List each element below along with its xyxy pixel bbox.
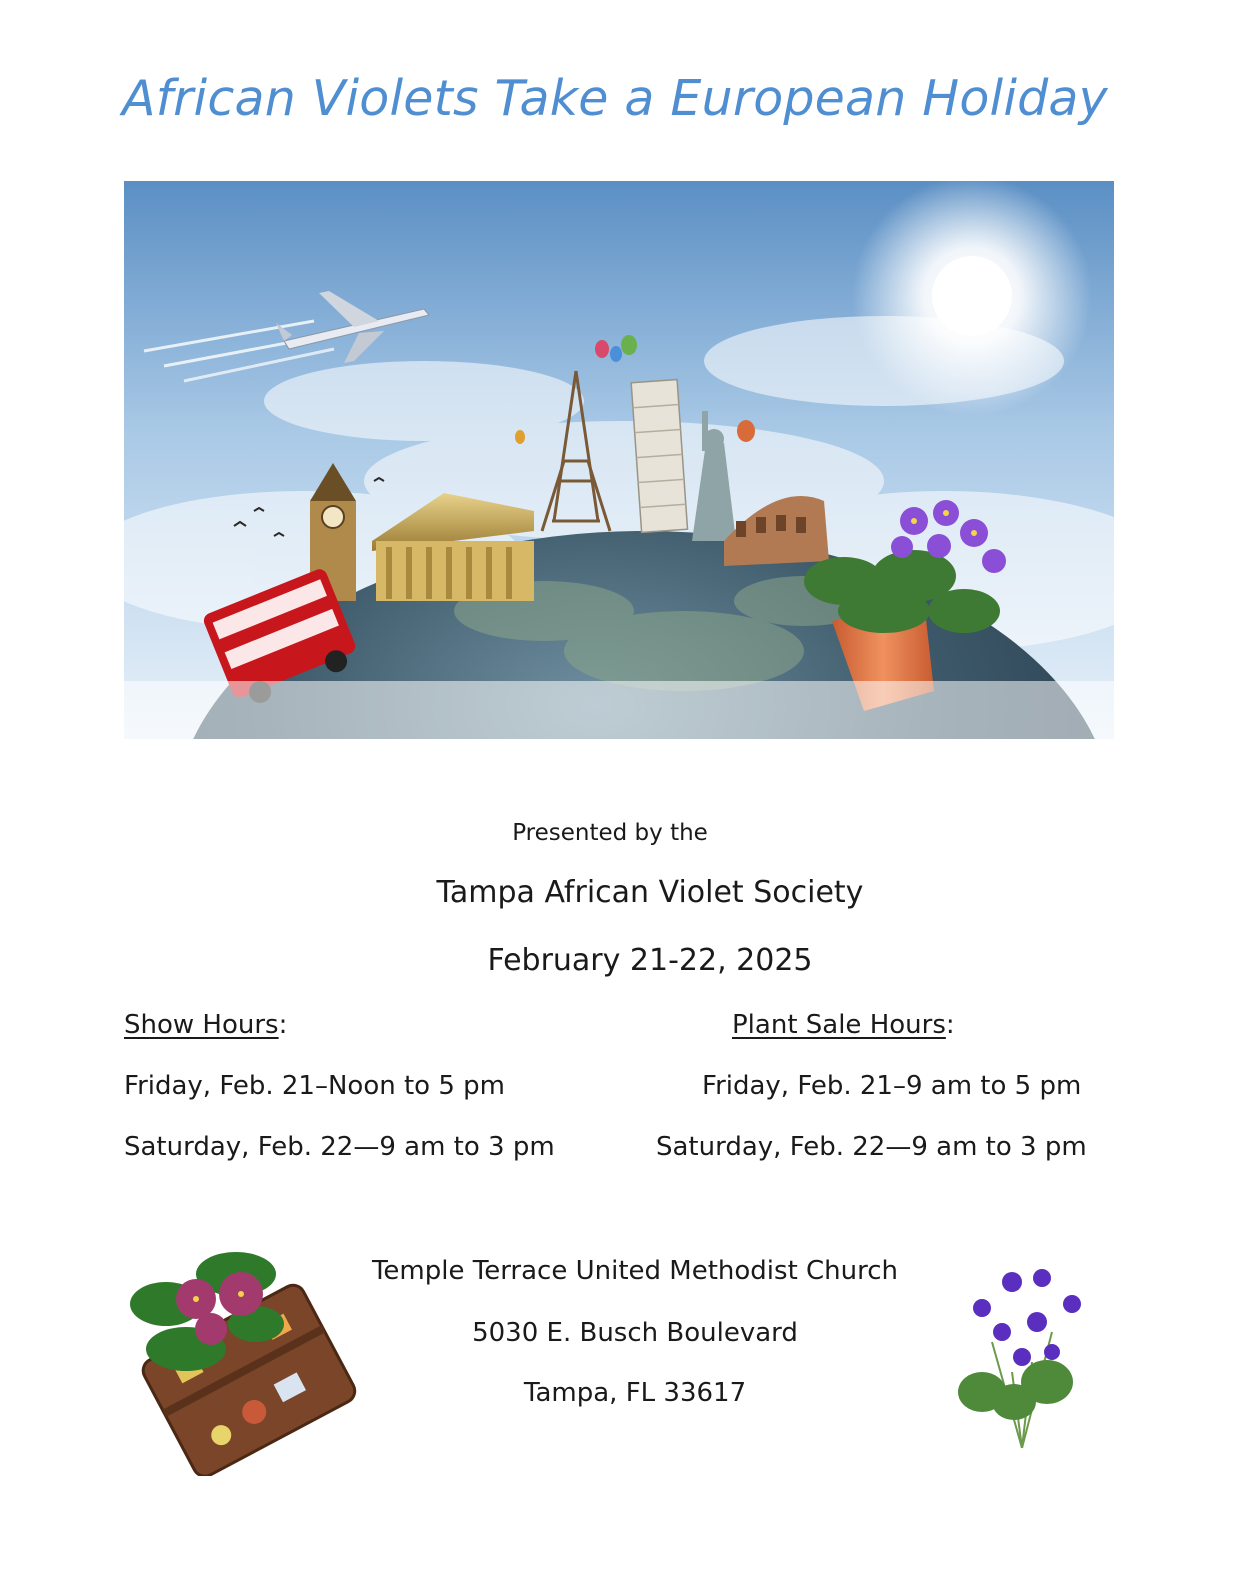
venue-name: Temple Terrace United Methodist Church <box>371 1256 899 1286</box>
presented-by-text: Presented by the <box>512 820 708 846</box>
venue-street: 5030 E. Busch Boulevard <box>472 1318 798 1348</box>
plant-sale-hours-label: Plant Sale Hours <box>732 1010 946 1040</box>
plant-sale-friday: Friday, Feb. 21–9 am to 5 pm <box>702 1071 1082 1101</box>
flyer-title: African Violets Take a European Holiday <box>122 70 1108 127</box>
plant-sale-saturday: Saturday, Feb. 22—9 am to 3 pm <box>656 1132 1087 1162</box>
event-dates: February 21-22, 2025 <box>487 943 813 978</box>
plant-sale-hours-colon: : <box>945 1010 955 1040</box>
show-hours-heading <box>124 1010 287 1040</box>
travel-globe-image <box>124 181 1114 739</box>
society-name: Tampa African Violet Society <box>436 875 864 910</box>
show-hours-label: Show Hours <box>124 1010 279 1040</box>
violet-suitcase-image <box>126 1244 366 1476</box>
show-hours-colon: : <box>278 1010 288 1040</box>
show-hours-saturday: Saturday, Feb. 22—9 am to 3 pm <box>124 1132 555 1162</box>
plant-sale-hours-heading <box>732 1010 955 1040</box>
show-hours-friday: Friday, Feb. 21–Noon to 5 pm <box>124 1071 505 1101</box>
venue-city: Tampa, FL 33617 <box>523 1378 747 1408</box>
violet-bouquet-image <box>952 1262 1092 1448</box>
